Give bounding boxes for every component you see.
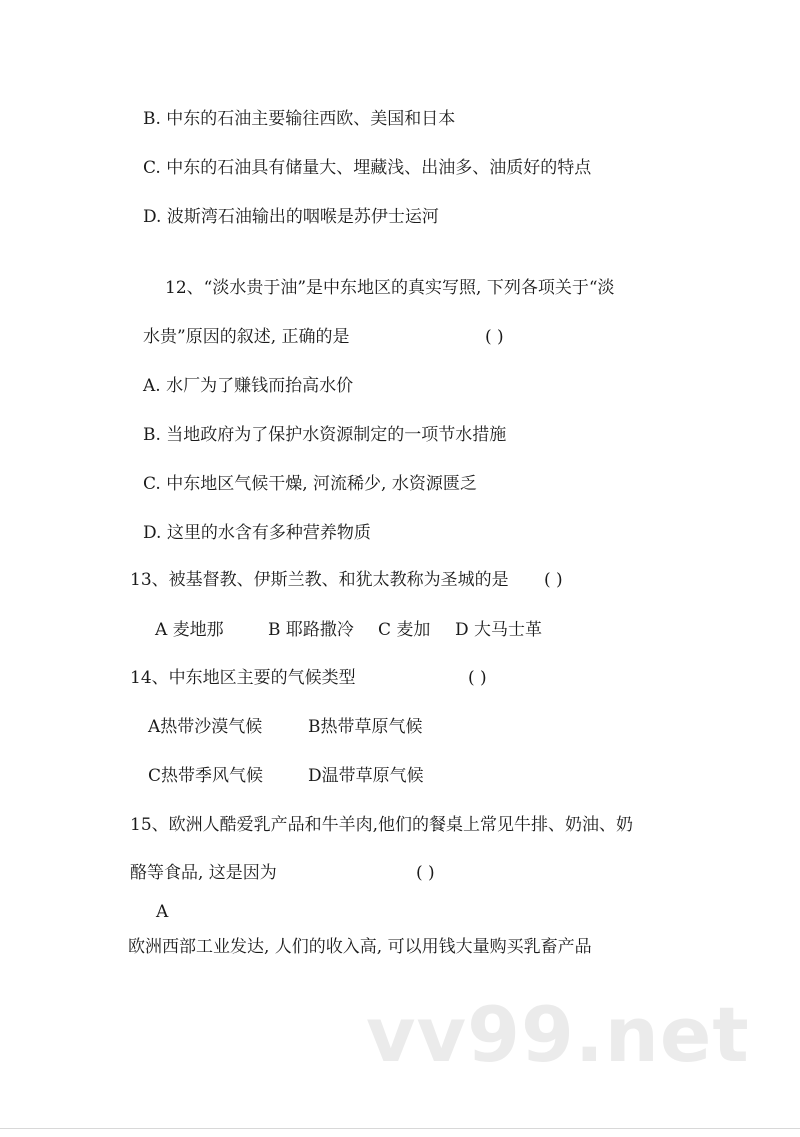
q12-stem-line1: 12、“淡水贵于油”是中东地区的真实写照, 下列各项关于“淡 — [165, 278, 615, 298]
q14-option-b: B热带草原气候 — [308, 717, 423, 737]
q12-option-a: A. 水厂为了赚钱而抬高水价 — [143, 376, 354, 396]
q13-answer-bracket: ( ) — [544, 570, 563, 590]
q14-answer-bracket: ( ) — [468, 668, 487, 688]
page-bottom-divider — [0, 1128, 800, 1129]
q14-option-a: A热带沙漠气候 — [148, 717, 263, 737]
q15-option-a-text: 欧洲西部工业发达, 人们的收入高, 可以用钱大量购买乳畜产品 — [128, 937, 592, 957]
q14-option-d: D温带草原气候 — [308, 766, 424, 786]
q15-stem-line1: 15、欧洲人酷爱乳产品和牛羊肉,他们的餐桌上常见牛排、奶油、奶 — [130, 815, 634, 835]
q12-option-b: B. 当地政府为了保护水资源制定的一项节水措施 — [143, 425, 507, 445]
q15-answer-bracket: ( ) — [416, 863, 435, 883]
q13-option-b: B 耶路撒冷 — [268, 620, 354, 640]
q14-option-c: C热带季风气候 — [148, 766, 264, 786]
q11-option-b: B. 中东的石油主要输往西欧、美国和日本 — [143, 109, 456, 129]
q12-option-c: C. 中东地区气候干燥, 河流稀少, 水资源匮乏 — [143, 474, 477, 494]
watermark-text: vv99.net — [366, 990, 750, 1079]
q15-stem-line2: 酪等食品, 这是因为 — [130, 863, 277, 883]
q11-option-c: C. 中东的石油具有储量大、埋藏浅、出油多、油质好的特点 — [143, 158, 592, 178]
q12-answer-bracket: ( ) — [485, 327, 504, 347]
q11-option-d: D. 波斯湾石油输出的咽喉是苏伊士运河 — [143, 207, 439, 227]
q12-option-d: D. 这里的水含有多种营养物质 — [143, 523, 371, 543]
q15-option-a-letter: A — [156, 902, 169, 922]
q13-option-a: A 麦地那 — [155, 620, 224, 640]
q13-stem: 13、被基督教、伊斯兰教、和犹太教称为圣城的是 — [130, 570, 509, 590]
q13-option-c: C 麦加 — [378, 620, 431, 640]
q13-option-d: D 大马士革 — [455, 620, 543, 640]
q12-stem-line2: 水贵”原因的叙述, 正确的是 — [143, 327, 350, 347]
q14-stem: 14、中东地区主要的气候类型 — [130, 668, 356, 688]
